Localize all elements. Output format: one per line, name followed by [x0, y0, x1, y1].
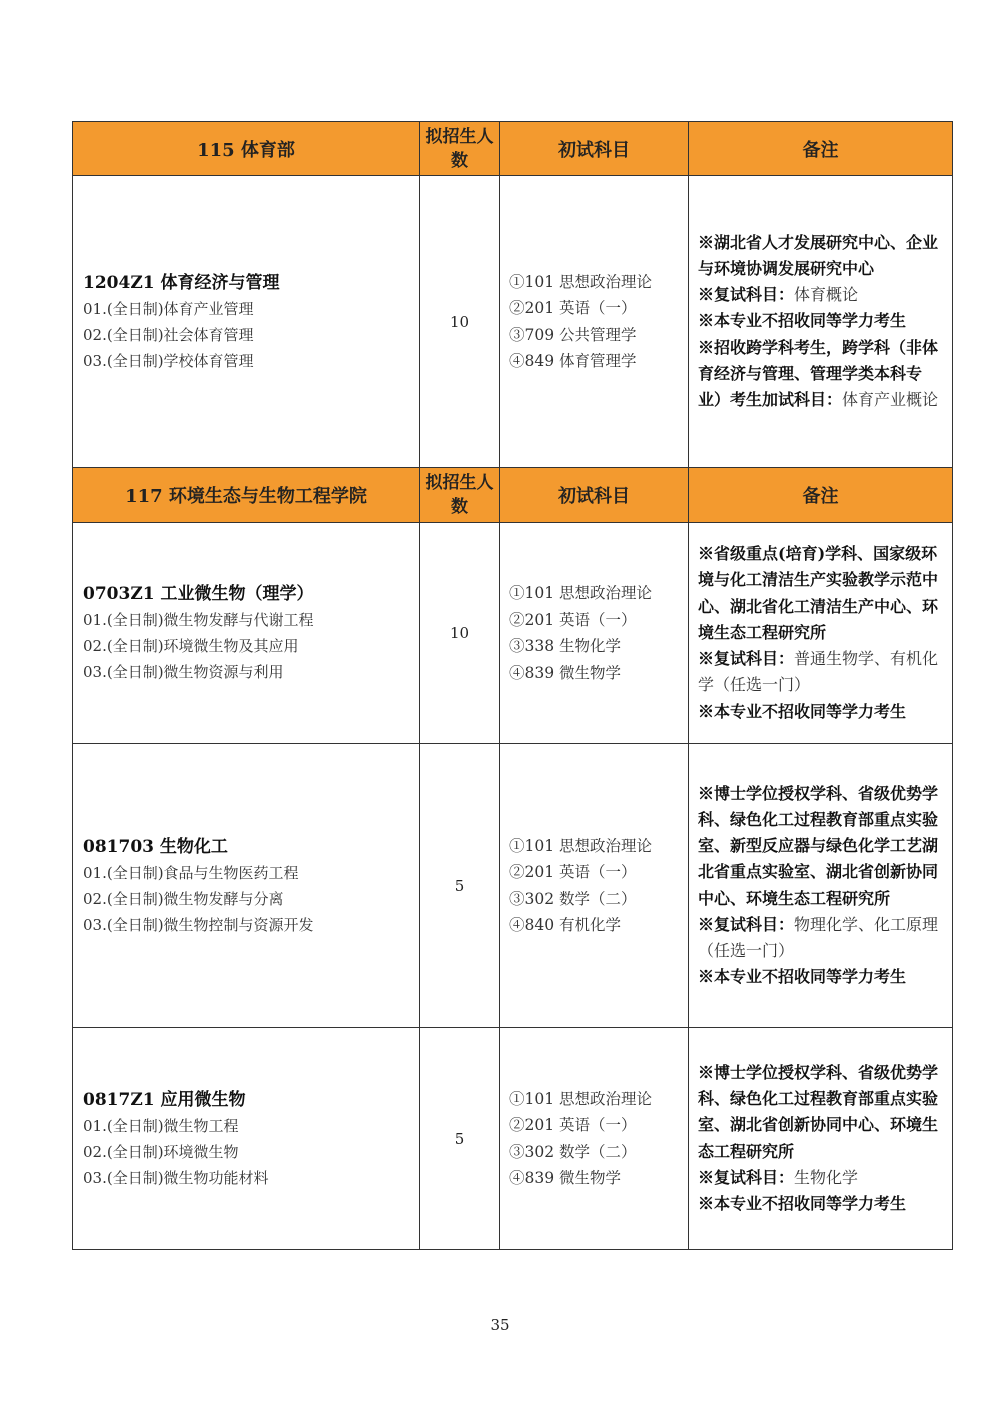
subject: ③338 生物化学	[509, 637, 622, 655]
note-strong: ※本专业不招收同等学力考生	[698, 1193, 907, 1213]
note-strong: ※博士学位授权学科、省级优势学科、绿色化工过程教育部重点实验室、新型反应器与绿色化学工艺湖北省重点实验室、湖北省创新协同中心、环境生态工程研究所	[698, 783, 939, 908]
direction: 03.(全日制)学校体育管理	[83, 351, 254, 370]
note-strong: ※复试科目：	[698, 914, 795, 934]
direction: 01.(全日制)微生物发酵与代谢工程	[83, 611, 314, 629]
note	[698, 781, 944, 912]
subject: ①101 思想政治理论	[509, 584, 653, 602]
note	[698, 699, 944, 725]
note	[698, 964, 944, 990]
direction: 02.(全日制)社会体育管理	[83, 325, 254, 344]
notes-cell	[689, 1028, 953, 1250]
direction: 01.(全日制)食品与生物医药工程	[83, 863, 299, 882]
direction: 02.(全日制)环境微生物及其应用	[83, 637, 299, 655]
subject: ①101 思想政治理论	[509, 272, 653, 291]
major-title: 081703 生物化工	[83, 836, 228, 857]
note-strong: ※本专业不招收同等学力考生	[698, 701, 907, 721]
note	[698, 541, 944, 646]
note-strong: ※本专业不招收同等学力考生	[698, 311, 907, 331]
note	[698, 1165, 944, 1191]
note	[698, 308, 944, 334]
dept-name: 117 环境生态与生物工程学院	[73, 468, 420, 523]
major-title: 0817Z1 应用微生物	[83, 1089, 246, 1110]
note-strong: ※省级重点(培育)学科、国家级环境与化工清洁生产实验教学示范中心、湖北省化工清洁生产中心、环境生态工程研究所	[698, 544, 939, 642]
remark-header: 备注	[689, 468, 953, 523]
count-header: 拟招生人数	[420, 122, 500, 176]
notes-cell	[689, 176, 953, 468]
note-strong: ※博士学位授权学科、省级优势学科、绿色化工过程教育部重点实验室、湖北省创新协同中心、环境生态工程研究所	[698, 1062, 939, 1161]
note-strong: ※复试科目：	[698, 285, 795, 305]
note-strong: ※招收跨学科考生，跨学科（非体育经济与管理、管理学类本科专业）考生加试科目：	[698, 337, 939, 409]
notes-cell	[689, 744, 953, 1028]
subjects-cell	[500, 744, 689, 1028]
note-text: 物理化学、化工原理（任选一门）	[698, 914, 939, 960]
note	[698, 912, 944, 964]
table-row	[73, 176, 953, 468]
subjects-header: 初试科目	[500, 122, 689, 176]
note	[698, 230, 944, 282]
major-cell	[73, 744, 420, 1028]
note-strong: ※复试科目：	[698, 649, 795, 669]
subjects-cell	[500, 523, 689, 744]
major-cell	[73, 176, 420, 468]
table-row	[73, 1028, 953, 1250]
direction: 02.(全日制)环境微生物	[83, 1142, 239, 1161]
note-text: 体育概论	[794, 285, 859, 305]
subject: ④839 微生物学	[509, 663, 622, 682]
dept-name: 115 体育部	[73, 122, 420, 176]
subject: ②201 英语（一）	[509, 863, 637, 881]
major-title: 0703Z1 工业微生物（理学）	[83, 584, 314, 604]
subject: ①101 思想政治理论	[509, 836, 653, 855]
subject: ③302 数学（二）	[509, 1142, 637, 1161]
enrollment-count: 5	[420, 1028, 500, 1250]
note	[698, 1060, 944, 1165]
direction: 03.(全日制)微生物资源与利用	[83, 663, 284, 681]
major-cell	[73, 1028, 420, 1250]
remark-header: 备注	[689, 122, 953, 176]
enrollment-count: 5	[420, 744, 500, 1028]
subject: ④840 有机化学	[509, 916, 622, 934]
section-header	[73, 468, 953, 523]
enrollment-count: 10	[420, 176, 500, 468]
enrollment-count: 10	[420, 523, 500, 744]
direction: 01.(全日制)微生物工程	[83, 1116, 239, 1135]
direction: 01.(全日制)体育产业管理	[83, 299, 254, 318]
table-row	[73, 523, 953, 744]
note-strong: ※本专业不招收同等学力考生	[698, 967, 907, 987]
subject: ③302 数学（二）	[509, 889, 637, 908]
note-text: 生物化学	[794, 1167, 859, 1187]
page-number: 35	[490, 1316, 510, 1334]
subject: ①101 思想政治理论	[509, 1089, 653, 1108]
note	[698, 1191, 944, 1217]
direction: 02.(全日制)微生物发酵与分离	[83, 889, 284, 908]
subject: ②201 英语（一）	[509, 1116, 637, 1134]
note-text: 普通生物学、有机化学（任选一门）	[698, 649, 939, 695]
note-text: 体育产业概论	[842, 390, 939, 409]
note	[698, 646, 944, 698]
subjects-cell	[500, 176, 689, 468]
major-title: 1204Z1 体育经济与管理	[83, 272, 280, 293]
major-cell	[73, 523, 420, 744]
section-header	[73, 122, 953, 176]
direction: 03.(全日制)微生物控制与资源开发	[83, 915, 314, 934]
subject: ④839 微生物学	[509, 1169, 622, 1187]
subject: ③709 公共管理学	[509, 325, 637, 344]
note	[698, 282, 944, 308]
table-row	[73, 744, 953, 1028]
enrollment-table	[72, 121, 953, 1250]
subjects-header: 初试科目	[500, 468, 689, 523]
subjects-cell	[500, 1028, 689, 1250]
notes-cell	[689, 523, 953, 744]
note	[698, 335, 944, 414]
subject: ②201 英语（一）	[509, 299, 637, 317]
note-strong: ※复试科目：	[698, 1167, 795, 1187]
subject: ②201 英语（一）	[509, 610, 637, 629]
note-strong: ※湖北省人才发展研究中心、企业与环境协调发展研究中心	[698, 232, 939, 278]
direction: 03.(全日制)微生物功能材料	[83, 1168, 269, 1187]
subject: ④849 体育管理学	[509, 352, 637, 370]
count-header: 拟招生人数	[420, 468, 500, 523]
